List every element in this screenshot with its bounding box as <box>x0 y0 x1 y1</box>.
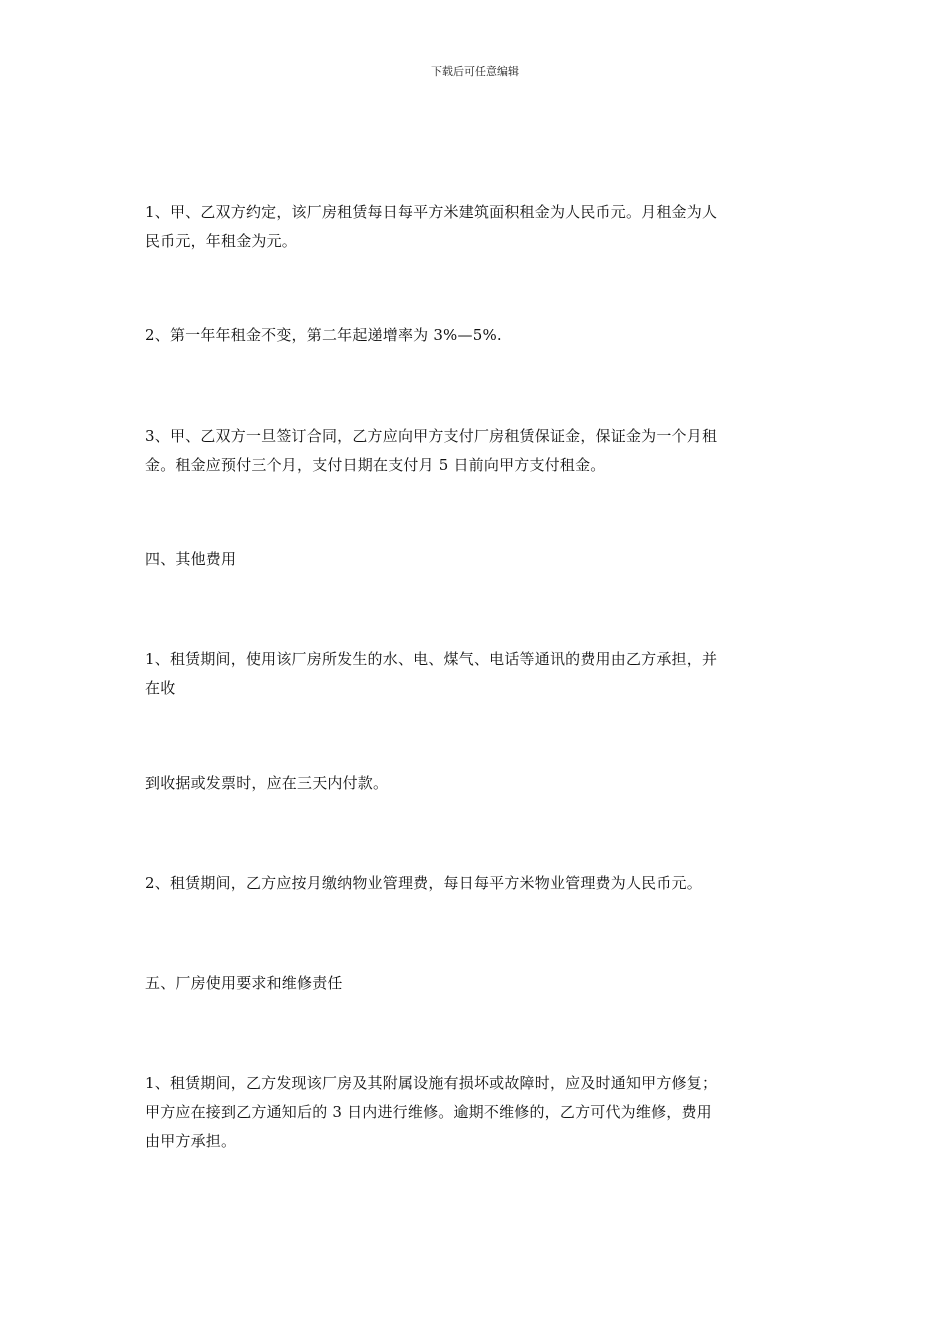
text-line: 由甲方承担。 <box>145 1132 237 1150</box>
section-heading-usage-maintenance <box>145 969 810 998</box>
text-line: 在收 <box>145 679 176 697</box>
text-line: 甲方应在接到乙方通知后的 3 日内进行维修。逾期不维修的，乙方可代为维修，费用 <box>145 1103 712 1121</box>
paragraph-rent-amount <box>145 198 810 256</box>
text-line: 五、厂房使用要求和维修责任 <box>145 974 343 992</box>
page-header: 下载后可任意编辑 <box>431 65 519 78</box>
text-line: 1、甲、乙双方约定，该厂房租赁每日每平方米建筑面积租金为人民币元。月租金为人 <box>145 203 718 221</box>
text-line: 金。租金应预付三个月，支付日期在支付月 5 日前向甲方支付租金。 <box>145 456 606 474</box>
paragraph-repair-responsibility <box>145 1069 810 1156</box>
text-line: 民币元，年租金为元。 <box>145 232 298 250</box>
text-line: 1、租赁期间，乙方发现该厂房及其附属设施有损坏或故障时，应及时通知甲方修复； <box>145 1074 718 1092</box>
paragraph-rent-increase <box>145 321 810 350</box>
section-heading-other-fees <box>145 545 810 574</box>
text-line: 2、第一年年租金不变，第二年起递增率为 3%—5%. <box>145 326 502 344</box>
paragraph-property-fees <box>145 869 810 898</box>
paragraph-payment-terms <box>145 769 810 798</box>
text-line: 到收据或发票时，应在三天内付款。 <box>145 774 389 792</box>
text-line: 2、租赁期间，乙方应按月缴纳物业管理费，每日每平方米物业管理费为人民币元。 <box>145 874 702 892</box>
text-line: 1、租赁期间，使用该厂房所发生的水、电、煤气、电话等通讯的费用由乙方承担，并 <box>145 650 718 668</box>
text-line: 3、甲、乙双方一旦签订合同，乙方应向甲方支付厂房租赁保证金，保证金为一个月租 <box>145 427 718 445</box>
paragraph-utility-fees <box>145 645 810 703</box>
paragraph-deposit <box>145 422 810 480</box>
text-line: 四、其他费用 <box>145 550 237 568</box>
